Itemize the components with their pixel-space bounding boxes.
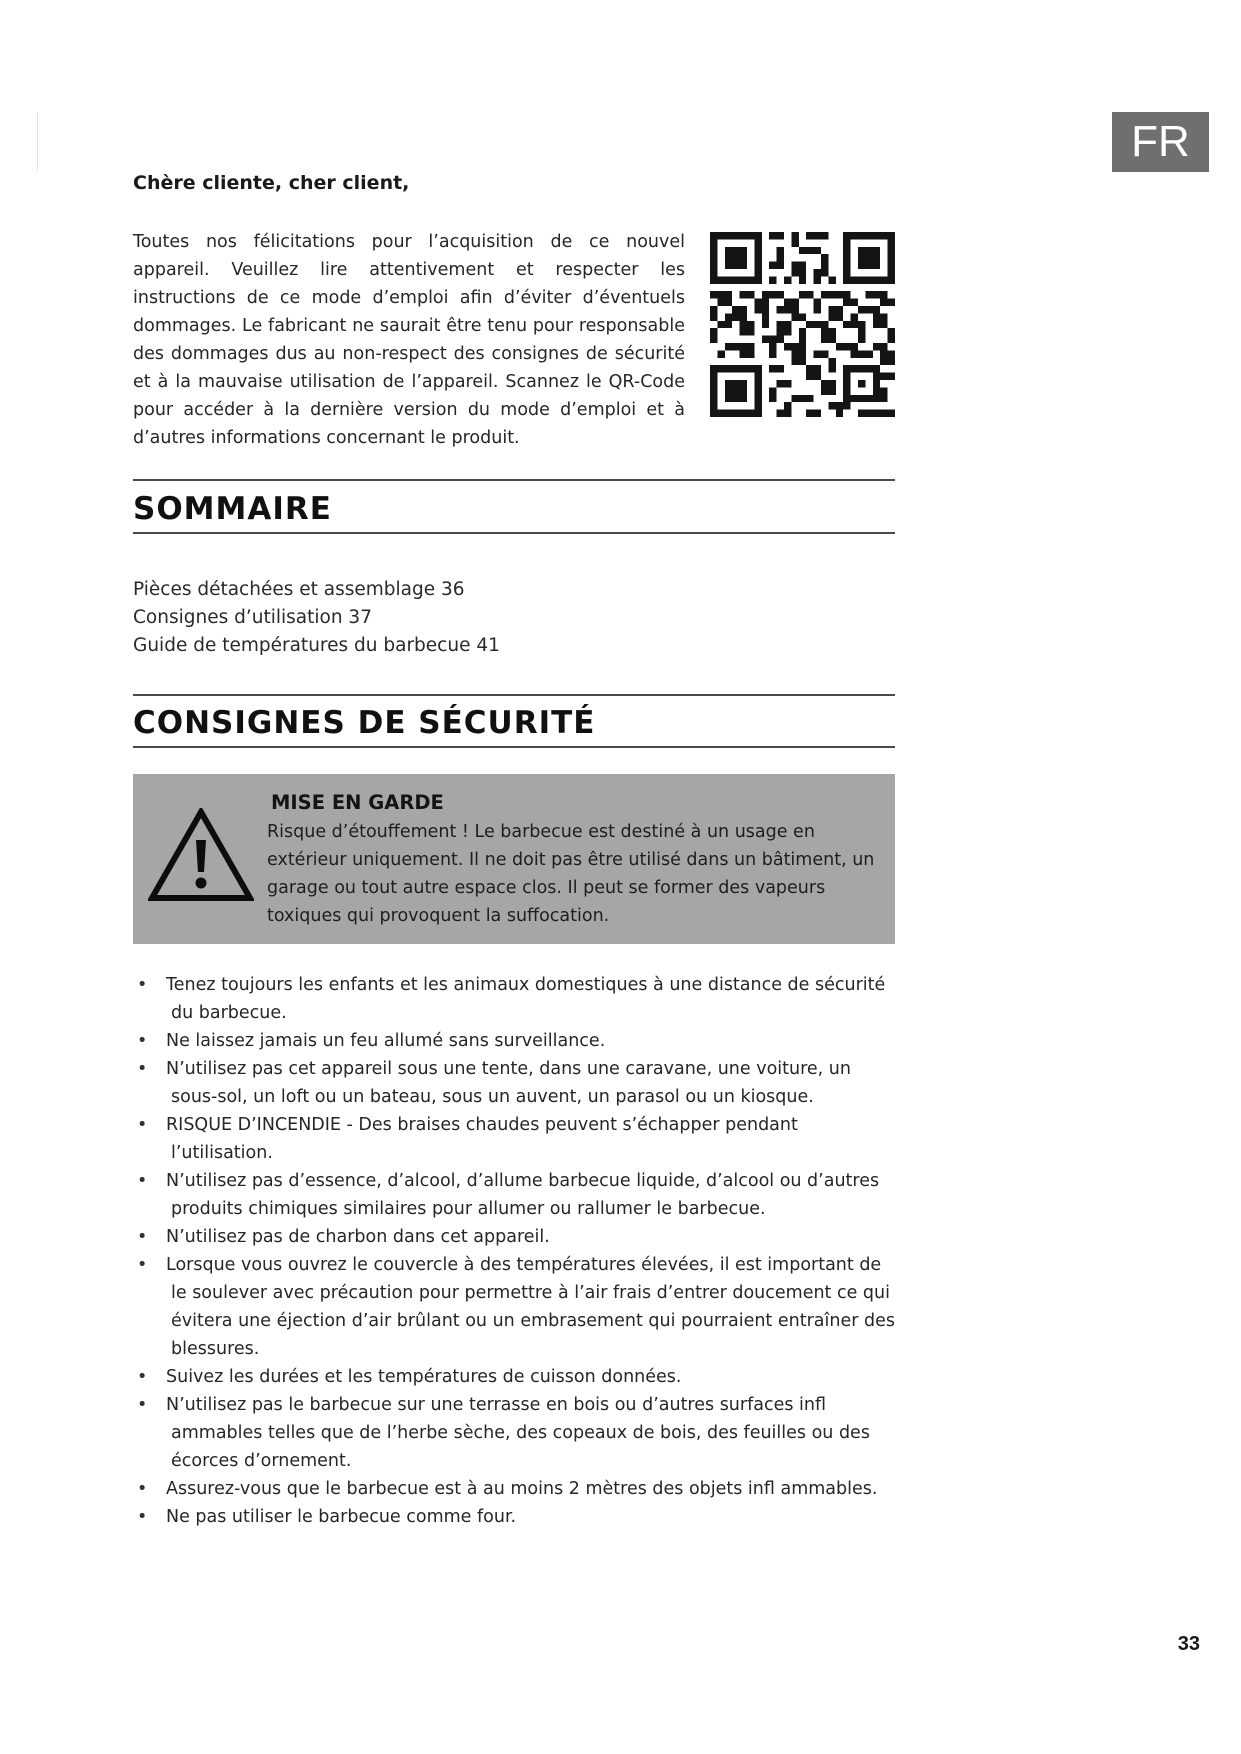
intro-paragraph: Toutes nos félicitations pour l’acquisition de ce nouvel appareil. Veuillez lire attentivement et respecter les instructions de ce mode d’emploi afin d’éviter d’éventuels dommages. Le fabricant ne saurait être tenu pour responsable des dommages dus au non-respect des consignes de sécurité et à la mauvaise utilisation de l’appareil. Scannez le QR-Code pour accéder à la dernière version du mode d’emploi et à d’autres informations concernant le produit. [133,232,685,448]
qr-code-icon[interactable] [710,232,895,417]
list-item: • Lorsque vous ouvrez le couvercle à des températures élevées, il est important de le soulever avec précaution pour permettre à l’air frais d’entrer doucement ce qui évitera une éjection d’air brûlant ou un embrasement qui pourraient entraîner des blessures. [133,1251,899,1363]
warning-triangle-icon [148,808,254,904]
toc-item[interactable]: Guide de températures du barbecue 41 [133,635,500,656]
warning-title: MISE EN GARDE [271,791,444,814]
divider-summary-bottom [133,532,895,534]
margin-mark [37,112,38,170]
list-item: • Ne laissez jamais un feu allumé sans surveillance. [133,1027,899,1055]
list-item: • N’utilisez pas d’essence, d’alcool, d’allume barbecue liquide, d’alcool ou d’autres produits chimiques similaires pour allumer ou rallumer le barbecue. [133,1167,899,1223]
list-item: • Suivez les durées et les températures de cuisson données. [133,1363,899,1391]
divider-summary-top [133,479,895,481]
list-item: • Assurez-vous que le barbecue est à au moins 2 mètres des objets infl ammables. [133,1475,899,1503]
toc-item[interactable]: Consignes d’utilisation 37 [133,607,372,628]
list-item: • N’utilisez pas cet appareil sous une tente, dans une caravane, une voiture, un sous-sol, un loft ou un bateau, sous un auvent, un parasol ou un kiosque. [133,1055,899,1111]
summary-title: SOMMAIRE [133,491,332,527]
language-tab: FR [1112,112,1209,172]
list-item: • Tenez toujours les enfants et les animaux domestiques à une distance de sécurité du barbecue. [133,971,899,1027]
list-item: • RISQUE D’INCENDIE - Des braises chaudes peuvent s’échapper pendant l’utilisation. [133,1111,899,1167]
list-item: • N’utilisez pas de charbon dans cet appareil. [133,1223,899,1251]
divider-safety-bottom [133,746,895,748]
divider-safety-top [133,694,895,696]
warning-text: Risque d’étouffement ! Le barbecue est destiné à un usage en extérieur uniquement. Il ne doit pas être utilisé dans un bâtiment, un garage ou tout autre espace clos. Il peut se former des vapeurs toxiques qui provoquent la suffocation. [267,822,875,926]
greeting: Chère cliente, cher client, [133,172,410,194]
safety-title: CONSIGNES DE SÉCURITÉ [133,705,596,741]
list-item: • Ne pas utiliser le barbecue comme four. [133,1503,899,1531]
table-of-contents [133,576,500,660]
safety-bullet-list [133,971,899,1531]
page-number: 33 [1177,1633,1200,1655]
warning-box [133,774,895,944]
toc-item[interactable]: Pièces détachées et assemblage 36 [133,579,465,600]
list-item: • N’utilisez pas le barbecue sur une terrasse en bois ou d’autres surfaces infl ammables telles que de l’herbe sèche, des copeaux de bois, des feuilles ou des écorces d’ornement. [133,1391,899,1475]
